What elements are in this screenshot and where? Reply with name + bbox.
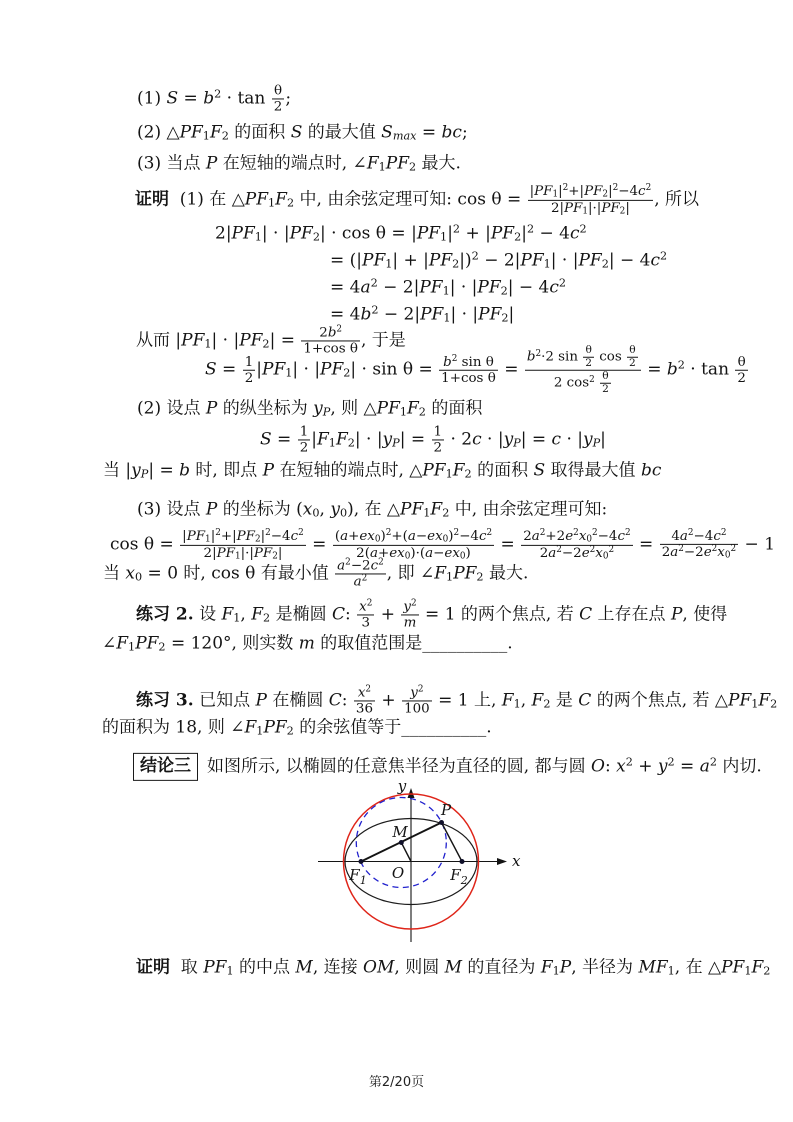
equation-area: S = $\frac{1}{2}$ $|F_1F_2| \cdot |y_P|$ = $\frac{1}{2}$ · $2c \cdot |y_P| = c \cdot |y_P|$ <box>260 424 606 456</box>
equation-align-4: = $4b^2 - 2|PF_1| \cdot |PF_2|$ <box>330 303 515 325</box>
point-P <box>439 820 444 825</box>
figure-label-O: O <box>391 864 405 882</box>
segment-OM <box>401 843 411 862</box>
figure-label-y: y <box>397 778 407 795</box>
equation-align-1: $2|PF_1| \cdot |PF_2| \cdot \cos \theta = |PF_1|^2 + |PF_2|^2 - 4c^2$ <box>215 222 587 244</box>
proof-circle-line: 证明 取 $PF_1$ 的中点 M, 连接 OM, 则圆 M 的直径为 $F_1P$, 半径为 $MF_1$, 在 $\triangle PF_1F_2$ <box>136 957 771 978</box>
figure-label-F2: $F_2$ <box>450 866 468 887</box>
proof-2-intro: (2) 设点 P 的纵坐标为 $y_P$, 则 $\triangle PF_1F_2$ 的面积 <box>137 398 483 419</box>
proof-3-conclusion: 当 $x_0 = 0$ 时, cos θ 有最小值 $\frac{a^2-2c^2}{a^2}$ , 即 $\angle F_1PF_2$ 最大. <box>103 557 529 590</box>
exercise-3-line-2: 的面积为 18, 则 $\angle F_1PF_2$ 的余弦值等于__________. <box>102 717 492 738</box>
equation-align-3: = $4a^2 - 2|PF_1| \cdot |PF_2| - 4c^2$ <box>330 276 567 298</box>
point-F1 <box>359 859 364 864</box>
y-axis-arrow-icon <box>408 788 415 798</box>
figure-label-P: P <box>440 801 452 819</box>
figure-label-M: M <box>392 823 408 841</box>
proof-2-conclusion: 当 $|y_P| = b$ 时, 即点 P 在短轴的端点时, $\triangle PF_1F_2$ 的面积 S 取得最大值 bc <box>103 460 662 481</box>
point-F2 <box>460 859 465 864</box>
proof-3-intro: (3) 设点 P 的坐标为 ($x_0$, $y_0$), 在 $\triangle PF_1F_2$ 中, 由余弦定理可知: <box>137 499 608 520</box>
figure-label-x: x <box>512 852 521 870</box>
proof-1-intro: 证明 (1) 在 $\triangle PF_1F_2$ 中, 由余弦定理可知: cos θ = $\frac{|PF_1|^2+|PF_2|^2-4c^2}{2|PF_1|\cdot|PF_2|}$ , 所以 <box>135 183 700 217</box>
item-1: (1) $S = b^2 \cdot \tan$ $\frac{\theta}{2}$ ; <box>137 83 292 115</box>
figure-label-F1: $F_1$ <box>349 866 367 887</box>
equation-display-s: S = $\frac{1}{2}$ $|PF_1| \cdot |PF_2| \cdot \sin \theta$ = $\frac{b^2 \sin \theta}{\text{1+cos θ}}$ = $b^2\cdot 2$ sin $\frac{\theta}{2}$ cos $\frac{\theta}{2}$ 2 $\cos^2$ $\frac{\theta}{2}$ = $b^2 \cdot \tan$ $\frac{\theta}{2}$ <box>205 343 746 395</box>
equation-align-2: = $(|PF_1| + |PF_2|)^2 - 2|PF_1| \cdot |PF_2| - 4c^2$ <box>330 249 668 271</box>
conclusion-3-badge: 结论三 <box>133 753 198 781</box>
proof-1-followup: 从而 $|PF_1| \cdot |PF_2|$ = $\frac{2b^2}{\text{1+cos θ}}$ , 于是 <box>136 324 406 357</box>
equation-cos: cos θ = $\frac{|PF_1|^2+|PF_2|^2-4c^2}{2|PF_1|\cdot|PF_2|}$ = $\frac{(a+ex_0)^2+(a-ex_0)^2-4c^2}{2(a+ex_0)\cdot(a-ex_0)}$ = $\frac{2a^2+2e^2x_0^2-4c^2}{2a^2-2e^2x_0^2}$ = $\frac{4a^2-4c^2}{2a^2-2e^2x_0^2}$ − 1 <box>110 528 776 562</box>
item-3: (3) 当点 P 在短轴的端点时, $\angle F_1PF_2$ 最大. <box>137 153 461 174</box>
conclusion-3-text: 如图所示, 以椭圆的任意焦半径为直径的圆, 都与圆 O: $x^2 + y^2 = a^2$ 内切. <box>207 755 762 777</box>
x-axis-arrow-icon <box>497 858 507 865</box>
exercise-3-line-1: 练习 3. 已知点 P 在椭圆 C: $\frac{x^2}{36}$ + $\frac{y^2}{100}$ = 1 上, $F_1$, $F_2$ 是 C 的两个焦点, 若 $\triangle PF_1F_2$ <box>136 684 778 717</box>
figure-ellipse-circles <box>310 778 542 950</box>
item-2: (2) $\triangle PF_1F_2$ 的面积 S 的最大值 $S_{max}$ = bc; <box>137 122 468 143</box>
page-number: 第2/20页 <box>368 1075 425 1090</box>
exercise-2-line-2: $\angle F_1PF_2 = 120^\circ$, 则实数 m 的取值范围是__________. <box>102 633 513 654</box>
exercise-2-line-1: 练习 2. 设 $F_1$, $F_2$ 是椭圆 C: $\frac{x^2}{3}$ + $\frac{y^2}{m}$ = 1 的两个焦点, 若 C 上存在点 P, 使得 <box>136 598 728 631</box>
